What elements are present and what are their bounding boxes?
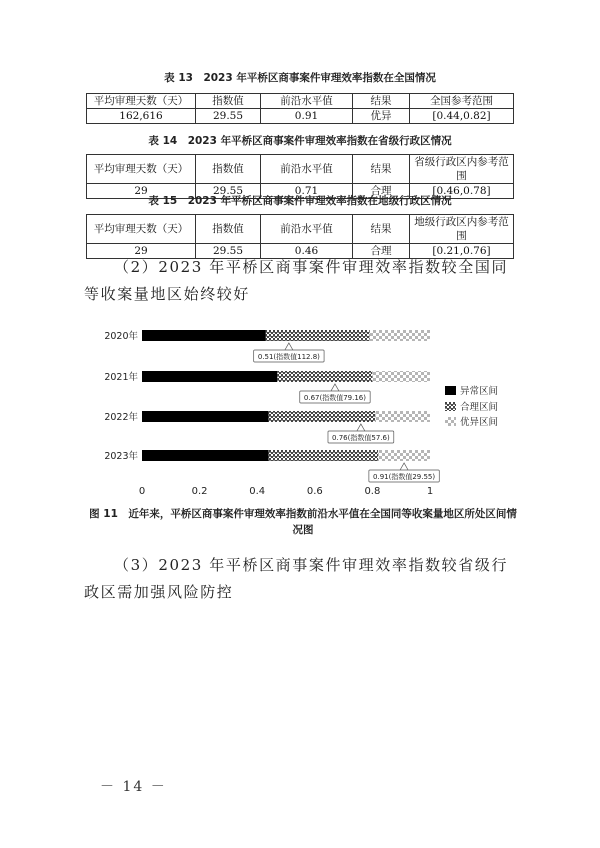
header-cell: 结果 xyxy=(353,215,410,244)
category-label: 2022年 xyxy=(104,412,138,423)
header-cell: 地级行政区内参考范围 xyxy=(410,215,514,244)
header-cell: 结果 xyxy=(353,155,410,184)
legend-label: 合理区间 xyxy=(460,402,499,413)
x-tick-label: 1 xyxy=(426,486,434,497)
x-tick-label: 0.8 xyxy=(364,486,381,497)
bar-segment xyxy=(269,450,378,461)
header-cell: 平均审理天数（天） xyxy=(87,215,196,244)
page-number: － 14 － xyxy=(100,779,167,795)
table-cell: 29.55 xyxy=(196,184,261,199)
table-cell: 合理 xyxy=(353,244,410,259)
header-cell: 全国参考范围 xyxy=(410,94,514,109)
x-tick-label: 0 xyxy=(138,486,146,497)
x-tick-label: 0.2 xyxy=(191,486,208,497)
table-cell: 29 xyxy=(87,184,196,199)
bar-segment xyxy=(370,330,430,341)
bar-segment xyxy=(375,411,430,422)
legend-label: 异常区间 xyxy=(460,386,499,397)
legend-label: 优异区间 xyxy=(460,417,499,428)
table-cell: 29.55 xyxy=(196,109,261,124)
annotation-pointer xyxy=(331,384,339,391)
section-heading-3: （3）2023 年平桥区商事案件审理效率指数较省级行政区需加强风险防控 xyxy=(84,556,509,601)
table-cell: 0.91 xyxy=(261,109,353,124)
annotation-label: 0.51(指数值112.8) xyxy=(257,352,320,361)
table-cell: 合理 xyxy=(353,184,410,199)
table-row xyxy=(87,109,514,124)
category-label: 2023年 xyxy=(104,451,138,462)
bar-segment xyxy=(269,411,376,422)
annotation-pointer xyxy=(285,343,293,350)
annotation-label: 0.67(指数值79.16) xyxy=(303,393,367,402)
header-cell: 结果 xyxy=(353,94,410,109)
header-cell: 省级行政区内参考范围 xyxy=(410,155,514,184)
x-tick-label: 0.6 xyxy=(306,486,323,497)
table-cell: 29.55 xyxy=(196,244,261,259)
table-cell: 29 xyxy=(87,244,196,259)
bar-segment xyxy=(277,371,372,382)
header-cell: 前沿水平值 xyxy=(261,215,353,244)
table-header-row xyxy=(87,94,514,109)
table-15 xyxy=(86,214,514,259)
table-cell: 162,616 xyxy=(87,109,196,124)
bar-segment xyxy=(266,330,370,341)
annotation-label: 0.76(指数值57.6) xyxy=(332,433,390,442)
header-cell: 平均审理天数（天） xyxy=(87,94,196,109)
table-cell: 0.46 xyxy=(261,244,353,259)
table-cell: [0.46,0.78] xyxy=(410,184,514,199)
annotation-label: 0.91(指数值29.55) xyxy=(373,472,436,481)
interval-chart xyxy=(85,318,515,498)
annotation-pointer xyxy=(400,463,408,470)
table-header-row xyxy=(87,215,514,244)
header-cell: 指数值 xyxy=(196,94,261,109)
table-cell: [0.21,0.76] xyxy=(410,244,514,259)
table-cell: 优异 xyxy=(353,109,410,124)
table-header-row xyxy=(87,155,514,184)
legend-swatch xyxy=(445,386,456,395)
annotation-pointer xyxy=(357,424,365,431)
table-13 xyxy=(86,93,514,124)
bar-segment xyxy=(378,450,430,461)
header-cell: 指数值 xyxy=(196,155,261,184)
header-cell: 指数值 xyxy=(196,215,261,244)
legend-swatch xyxy=(445,402,456,411)
table-14-caption: 表 14 2023 年平桥区商事案件审理效率指数在省级行政区情况 xyxy=(148,135,452,147)
category-label: 2020年 xyxy=(104,331,138,342)
bar-segment xyxy=(142,330,266,341)
figure-caption: 图 11 近年来，平桥区商事案件审理效率指数前沿水平值在全国同等收案量地区所处区间情况图 xyxy=(89,508,517,536)
header-cell: 前沿水平值 xyxy=(261,155,353,184)
header-cell: 前沿水平值 xyxy=(261,94,353,109)
table-13-caption: 表 13 2023 年平桥区商事案件审理效率指数在全国情况 xyxy=(164,72,436,84)
x-tick-label: 0.4 xyxy=(249,486,266,497)
bar-segment xyxy=(142,371,277,382)
bar-segment xyxy=(142,450,269,461)
table-cell: [0.44,0.82] xyxy=(410,109,514,124)
section-heading-2: （2）2023 年平桥区商事案件审理效率指数较全国同等收案量地区始终较好 xyxy=(84,258,509,303)
table-15-caption: 表 15 2023 年平桥区商事案件审理效率指数在地级行政区情况 xyxy=(148,195,452,207)
bar-segment xyxy=(142,411,269,422)
legend-swatch xyxy=(445,417,456,426)
table-cell: 0.71 xyxy=(261,184,353,199)
header-cell: 平均审理天数（天） xyxy=(87,155,196,184)
category-label: 2021年 xyxy=(104,372,138,383)
bar-segment xyxy=(372,371,430,382)
